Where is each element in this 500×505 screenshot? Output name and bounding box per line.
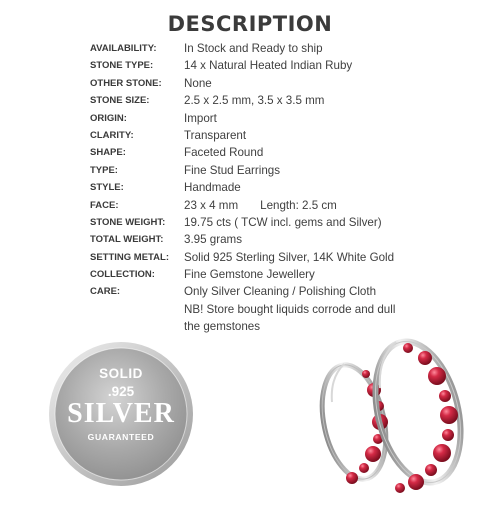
face-dimensions: 23 x 4 mm	[184, 198, 239, 212]
solid-925-silver-badge	[47, 340, 195, 488]
spec-value: 2.5 x 2.5 mm, 3.5 x 3.5 mm	[184, 94, 325, 108]
spec-label: STONE SIZE:	[90, 95, 150, 107]
spec-label: ORIGIN:	[90, 112, 127, 124]
spec-value: Only Silver Cleaning / Polishing Cloth	[184, 285, 377, 299]
spec-row-setting-metal	[90, 249, 490, 266]
spec-label: AVAILABILITY:	[90, 43, 157, 54]
spec-row-stone-weight	[90, 214, 490, 231]
badge-silver-text: SILVER	[67, 398, 175, 429]
spec-row-face	[90, 197, 490, 214]
face-length: Length: 2.5 cm	[260, 198, 337, 212]
spec-value: In Stock and Ready to ship	[184, 42, 323, 55]
spec-value: Faceted Round	[184, 146, 264, 160]
spec-label: CLARITY:	[90, 129, 134, 141]
spec-label: SETTING METAL:	[90, 251, 169, 263]
spec-row-origin	[90, 110, 490, 127]
badge-925-text: .925	[107, 384, 135, 399]
spec-row-total-weight	[90, 231, 490, 248]
left-hoop	[313, 359, 396, 485]
spec-value: Solid 925 Sterling Silver, 14K White Gold	[184, 250, 395, 264]
spec-row-stone-type	[90, 57, 490, 74]
spec-value: None	[184, 76, 212, 90]
spec-label: SHAPE:	[90, 147, 126, 159]
ruby-hoop-earrings-image	[300, 318, 500, 500]
spec-label: STONE WEIGHT:	[90, 216, 166, 228]
spec-label: CARE:	[90, 286, 121, 298]
spec-label: STONE TYPE:	[90, 60, 154, 72]
spec-value: 14 x Natural Heated Indian Ruby	[184, 59, 353, 73]
care-note-line-2: the gemstones	[184, 320, 261, 334]
care-note-line-1: NB! Store bought liquids corrode and dull	[184, 303, 396, 316]
badge-guaranteed-text: GUARANTEED	[87, 432, 155, 442]
spec-row-style	[90, 179, 490, 196]
spec-label: FACE:	[90, 199, 119, 211]
spec-value: Fine Stud Earrings	[184, 163, 281, 177]
spec-label: STYLE:	[90, 182, 124, 194]
spec-label: COLLECTION:	[90, 269, 155, 281]
spec-label: OTHER STONE:	[90, 77, 162, 89]
spec-value	[184, 197, 337, 214]
spec-value: Transparent	[184, 128, 247, 142]
spec-value: 19.75 cts ( TCW incl. gems and Silver)	[184, 215, 382, 229]
spec-row-clarity	[90, 127, 490, 144]
badge-solid-text: SOLID	[99, 366, 143, 381]
spec-row-care	[90, 283, 490, 300]
spec-list	[90, 40, 490, 334]
page-title: DESCRIPTION	[167, 12, 333, 36]
spec-value: Import	[184, 111, 217, 125]
spec-row-stone-size	[90, 92, 490, 109]
spec-value: Handmade	[184, 181, 241, 195]
spec-row-type	[90, 162, 490, 179]
spec-label: TYPE:	[90, 164, 118, 176]
spec-row-shape	[90, 144, 490, 161]
spec-value: 3.95 grams	[184, 233, 242, 247]
spec-value: Fine Gemstone Jewellery	[184, 268, 315, 282]
spec-row-other-stone	[90, 75, 490, 92]
spec-row-availability	[90, 40, 490, 57]
earrings-icon	[300, 318, 500, 500]
spec-row-collection	[90, 266, 490, 283]
spec-label: TOTAL WEIGHT:	[90, 234, 164, 246]
